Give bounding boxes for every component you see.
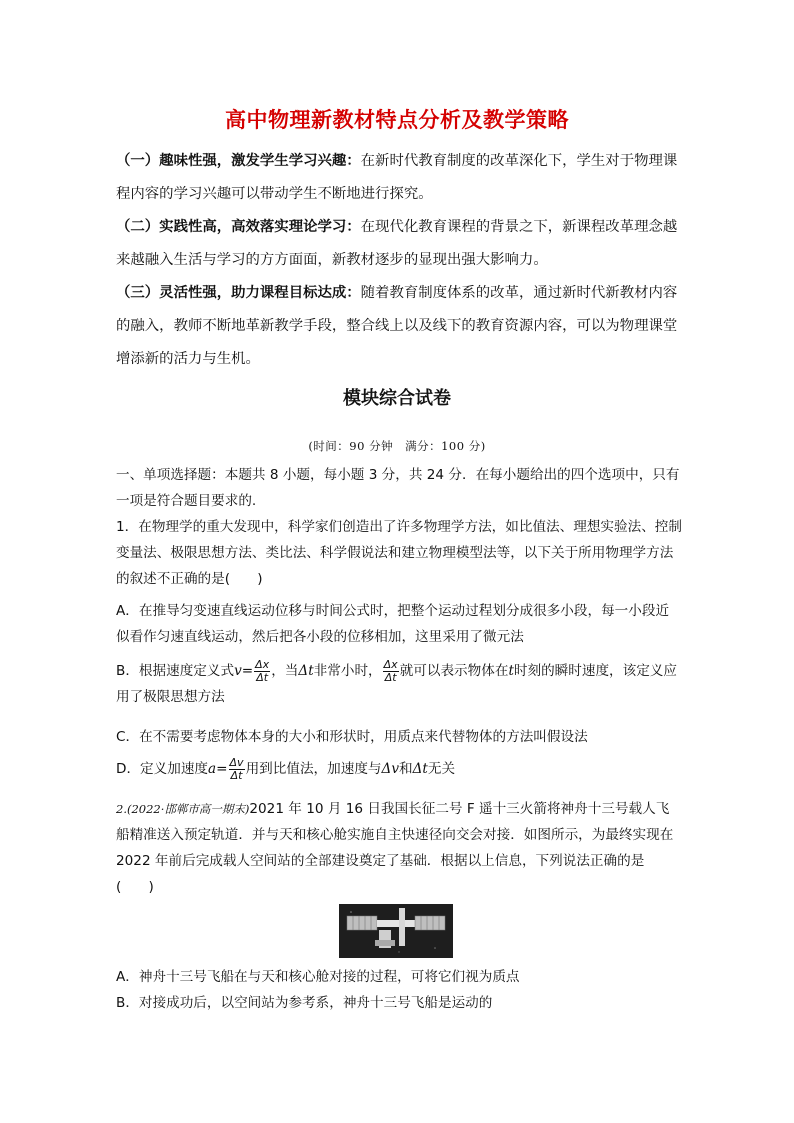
q1-optb-part3: 非常小时，	[313, 663, 382, 679]
part-heading-text: 一、单项选择题：本题共 8 小题，每小题 3 分，共 24 分．在每小题给出的四个选项中，只有一项是符合题目要求的.	[116, 467, 680, 509]
article-title: 高中物理新教材特点分析及教学策略	[225, 108, 569, 132]
intro-lead-2: （二）实践性高，高效落实理论学习：	[116, 218, 361, 235]
q2-option-b-text: B．对接成功后，以空间站为参考系，神舟十三号飞船是运动的	[116, 995, 493, 1011]
fraction-denominator: Δt	[384, 670, 397, 684]
intro-text-3: 随着教育制度体系的改革，通过新时代新教材内容的融入，教师不断地革新教学手段，整合线上以及线下的教育资源内容，可以为物理课堂增添新的活力与生机。	[116, 285, 678, 367]
q1-optd-dt: Δt	[412, 761, 428, 777]
fraction-denominator: Δt	[230, 768, 243, 782]
q1-option-b	[116, 658, 682, 710]
fraction-numerator: Δx	[383, 657, 398, 671]
q1-optd-part4: 无关	[427, 761, 456, 777]
q1-stem-text: 1．在物理学的重大发现中，科学家们创造出了许多物理学方法，如比值法、理想实验法、控制变量法、极限思想方法、类比法、科学假说法和建立物理模型法等，以下关于所用物理学方法的叙述不正确的是( )	[116, 519, 682, 587]
q1-option-c	[116, 724, 682, 750]
intro-paragraph-1	[116, 144, 682, 211]
q1-option-a-text: A．在推导匀变速直线运动位移与时间公式时，把整个运动过程划分成很多小段，每一小段近似看作匀速直线运动，然后把各小段的位移相加，这里采用了微元法	[116, 603, 670, 645]
q1-optd-part1: D．定义加速度	[116, 761, 209, 777]
part-heading	[116, 462, 682, 514]
q1-optb-part2: ，当	[271, 663, 299, 679]
q1-option-c-text: C．在不需要考虑物体本身的大小和形状时，用质点来代替物体的方法叫假设法	[116, 729, 588, 745]
fraction-dx-dt	[254, 659, 270, 684]
q1-optb-t: t	[508, 663, 514, 679]
q2-stem-text: 2021 年 10 月 16 日我国长征二号 F 遥十三火箭将神舟十三号载人飞船精准送入预定轨道．并与天和核心舱实施自主快速径向交会对接．如图所示，为最终实现在 2022 年前后完成载人空间站的全部建设奠定了基础．根据以上信息，下列说法正确的是( )	[116, 801, 674, 895]
fraction-dx-dt-2	[383, 659, 399, 684]
intro-text-2: 在现代化教育课程的背景之下，新课程改革理念越来越融入生活与学习的方方面面，新教材逐步的显现出强大影响力。	[116, 219, 678, 268]
intro-paragraph-3	[116, 276, 682, 376]
q1-optb-part1: B．根据速度定义式	[116, 663, 235, 679]
fraction-numerator: Δx	[255, 657, 270, 671]
q2-source: 2.(2022·邯郸市高一期末)	[116, 802, 250, 816]
q2-option-b	[116, 990, 682, 1016]
intro-text-1: 在新时代教育制度的改革深化下，学生对于物理课程内容的学习兴趣可以带动学生不断地进行探究。	[116, 153, 678, 202]
q1-option-a	[116, 598, 682, 650]
q1-optb-dt: Δt	[298, 663, 314, 679]
time-note: (时间：90 分钟 满分：100 分)	[308, 439, 486, 453]
q1-optb-part5: 时刻的瞬时速度，该定义应用了极限思想方法	[116, 663, 678, 705]
question-2-stem	[116, 796, 682, 900]
intro-lead-1: （一）趣味性强，激发学生学习兴趣：	[116, 152, 361, 169]
q1-optb-eq: =	[241, 663, 254, 679]
intro-paragraph-2	[116, 210, 682, 277]
question-1-stem	[116, 514, 682, 592]
q1-optb-v: v	[234, 663, 242, 679]
fraction-dv-dt	[229, 757, 245, 782]
q1-optd-a: a	[208, 761, 217, 777]
space-station-image	[339, 904, 453, 958]
q1-optd-part3: 和	[399, 761, 413, 777]
q1-optd-part2: 用到比值法，加速度与	[245, 761, 382, 777]
intro-lead-3: （三）灵活性强，助力课程目标达成：	[116, 284, 361, 301]
q2-option-a	[116, 964, 682, 990]
section-title: 模块综合试卷	[343, 388, 451, 409]
q1-optd-dv: Δv	[381, 761, 400, 777]
fraction-numerator: Δv	[229, 755, 244, 769]
q1-option-d: D．定义加速度a= $\frac{\Delta v}{\Delta t}$ 用到比值法，加速度与Δv和Δt无关	[116, 755, 456, 782]
fraction-denominator: Δt	[256, 670, 269, 684]
q1-optb-part4: 就可以表示物体在	[399, 663, 509, 679]
q2-option-a-text: A．神舟十三号飞船在与天和核心舱对接的过程，可将它们视为质点	[116, 969, 520, 985]
